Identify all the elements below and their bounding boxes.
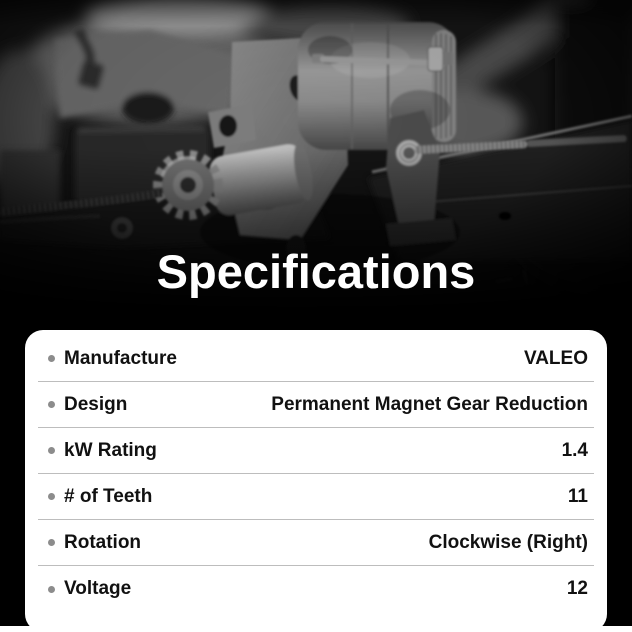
bullet-icon	[48, 539, 55, 546]
spec-label: kW Rating	[64, 439, 157, 461]
spec-row-teeth	[38, 474, 594, 520]
spec-row-voltage	[38, 566, 594, 612]
spec-value: 1.4	[561, 439, 588, 461]
spec-row-manufacture	[38, 336, 594, 382]
spec-value: VALEO	[523, 347, 588, 369]
spec-value: Clockwise (Right)	[428, 531, 588, 553]
spec-label: Voltage	[64, 578, 132, 599]
bullet-icon	[48, 447, 55, 454]
spec-label: Manufacture	[64, 347, 177, 369]
bullet-icon	[48, 586, 55, 593]
spec-row-rotation	[38, 520, 594, 566]
spec-label: Design	[64, 393, 128, 415]
spec-label: Rotation	[64, 531, 142, 553]
specs-card	[25, 330, 607, 632]
bullet-icon	[48, 355, 55, 362]
spec-value: 12	[566, 578, 588, 599]
bullet-icon	[48, 401, 55, 408]
spec-value: 11	[567, 485, 588, 507]
spec-row-kw-rating	[38, 428, 594, 474]
bullet-icon	[48, 493, 55, 500]
page-title: Specifications	[156, 245, 476, 298]
spec-row-design	[38, 382, 594, 428]
spec-value: Permanent Magnet Gear Reduction	[271, 393, 588, 415]
spec-label: # of Teeth	[64, 485, 153, 507]
